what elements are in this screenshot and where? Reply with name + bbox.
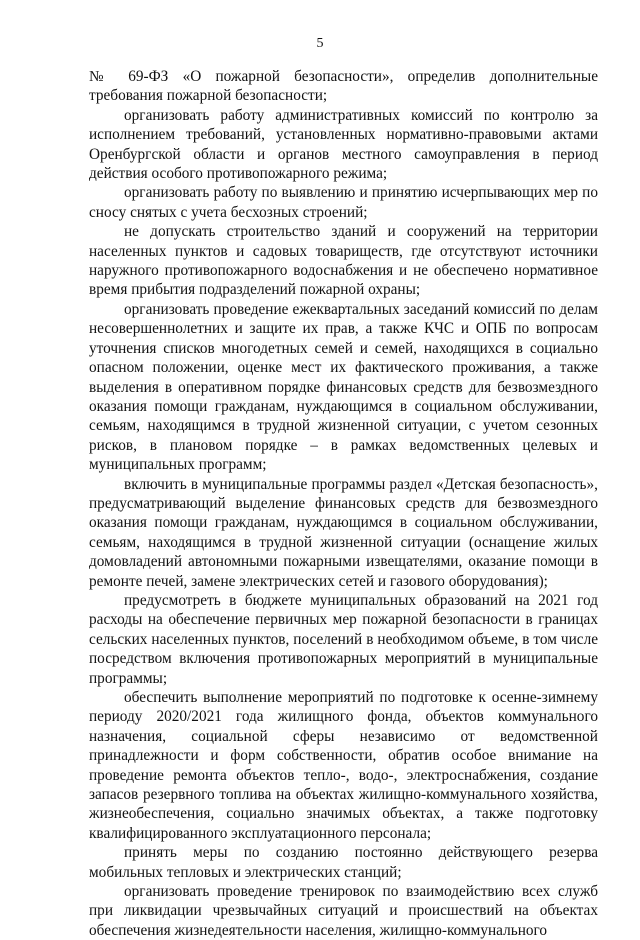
paragraph-8: обеспечить выполнение мероприятий по подготовке к осенне-зимнему периоду 2020/2021 года жилищного фонда, объектов коммунального назначения, социальной сферы независимо от ведомственной принадлежности и форм собственности, обратив особое внимание на проведение ремонта объектов тепло-, водо-, электроснабжения, создание запасов резервного топлива на объектах жилищно-коммунального хозяйства, жизнеобеспечения, социально значимых объектах, а также подготовку квалифицированного эксплуатационного персонала; [89,689,598,842]
paragraph-6: включить в муниципальные программы раздел «Детская безопасность», предусматривающий выделение финансовых средств для безвозмездного оказания помощи гражданам, нуждающимся в социальном обслуживании, семьям, находящимся в трудной жизненной ситуации (оснащение жилых домовладений автономными пожарными извещателями, оказание помощи в ремонте печей, замене электрических сетей и газового оборудования); [89,475,598,590]
paragraph-3: организовать работу по выявлению и принятию исчерпывающих мер по сносу снятых с учета бесхозных строений; [89,184,598,221]
paragraph-5: организовать проведение ежеквартальных заседаний комиссий по делам несовершеннолетних и защите их прав, а также КЧС и ОПБ по вопросам уточнения списков многодетных семей и семей, находящихся в социально опасном положении, оценке мест их фактического проживания, а также выделения в оперативном порядке финансовых средств для безвозмездного оказания помощи гражданам, нуждающимся в социальном обслуживании, семьям, находящимся в трудной жизненной ситуации, с учетом сезонных рисков, в плановом порядке – в рамках ведомственных целевых и муниципальных программ; [89,300,598,474]
paragraph-7: предусмотреть в бюджете муниципальных образований на 2021 год расходы на обеспечение первичных мер пожарной безопасности в границах сельских населенных пунктов, поселений в необходимом объеме, в том числе посредством включения противопожарных мероприятий в муниципальные программы; [89,591,598,687]
paragraph-4: не допускать строительство зданий и сооружений на территории населенных пунктов и садовых товариществ, где отсутствуют источники наружного противопожарного водоснабжения и не обеспечено нормативное время прибытия подразделений пожарной охраны; [89,223,598,299]
paragraph-9: принять меры по созданию постоянно действующего резерва мобильных тепловых и электрических станций; [89,844,598,881]
paragraph-10: организовать проведение тренировок по взаимодействию всех служб при ликвидации чрезвычайных ситуаций и происшествий на объектах обеспечения жизнедеятельности населения, жилищно-коммунального [89,883,598,939]
page-number: 5 [316,36,324,51]
paragraph-1: № 69-ФЗ «О пожарной безопасности», определив дополнительные требования пожарной безопасности; [89,68,598,105]
paragraph-2: организовать работу административных комиссий по контролю за исполнением требований, установленных нормативно-правовыми актами Оренбургской области и органов местного самоуправления в период действия особого противопожарного режима; [89,106,598,183]
document-body [89,67,598,940]
